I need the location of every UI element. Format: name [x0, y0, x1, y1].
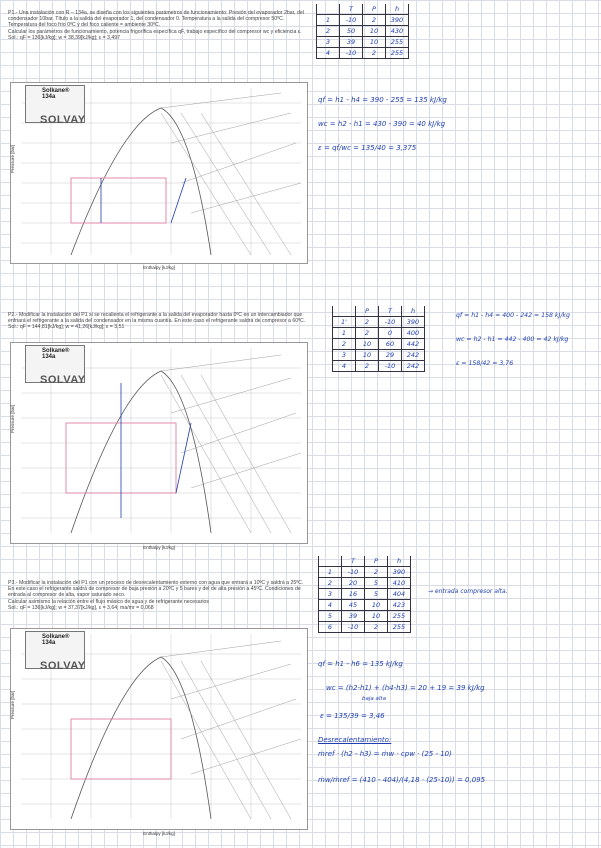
problem-3-statement [8, 580, 308, 611]
problem-3-question: Calcular asimismo la relación entre el flujo másico de agua y de refrigerante necesarios [8, 598, 209, 605]
table-row: 1 2 0 400 [333, 328, 425, 339]
table-row: 5 39 10 255 [319, 611, 411, 622]
problem-1-text: P1.- Una instalación con R – 134a, se diseña con los siguientes parámetros de funcionamiento: Presión del evaporador 2bar, del condensador 10bar. Título a la salida del evaporador 1, del condensador 0. Temperatura a la salida del compresor 50ºC. Temperatura del foco frío 0ºC y del foco caliente = ambiente 30ºC. [8, 10, 304, 29]
x-axis-label: Enthalpy [kJ/kg] [143, 545, 175, 550]
problem-2-table: P T h 1' 2 -10 390 1 2 0 400 2 10 60 442 3 10 29 242 4 2 -10 242 [332, 306, 425, 372]
brand-name: SOLVAY [40, 374, 86, 386]
problem-2-solution: Sol.: qF = 144,81[kJ/kg]; w = 41,26[kJ/kg]; ε = 3,51 [8, 324, 125, 331]
table-row: 3 39 10 255 [317, 37, 409, 48]
brand-name: SOLVAY [40, 114, 86, 126]
problem-3-table: T P h 1 -10 2 390 2 20 5 410 3 16 5 404 4 45 10 423 5 39 10 255 6 -10 2 255 [318, 556, 411, 633]
note: qf = h1 - h6 = 135 kJ/kg [318, 660, 403, 668]
note: ṁw/ṁref = (410 - 404)/(4,18 · (25-10)) = 0,095 [318, 776, 486, 784]
note: ε = qf/wc = 135/40 = 3,375 [318, 144, 417, 152]
note: wc = h2 - h1 = 430 - 390 = 40 kJ/kg [318, 120, 446, 128]
problem-1-solution: Sol.: qF = 136[kJ/kg]; w = 38,39[kJ/kg]; ε = 3,497 [8, 34, 121, 41]
table-row: 2 50 10 430 [317, 26, 409, 37]
table-row: 2 10 60 442 [333, 339, 425, 350]
x-axis-label: Enthalpy [kJ/kg] [143, 831, 175, 836]
note: ε = 135/39 = 3,46 [320, 712, 385, 720]
table-row: 4 45 10 423 [319, 600, 411, 611]
problem-1-table: T P h 1 -10 2 390 2 50 10 430 3 39 10 255 4 -10 2 255 [316, 4, 409, 59]
table-row: 2 20 5 410 [319, 578, 411, 589]
note: ṁref · (h2 - h3) = ṁw · cpw · (25 - 10) [318, 750, 452, 758]
y-axis-label: Pressure [bar] [10, 690, 15, 719]
row-3-annotation: → entrada compresor alta. [428, 588, 508, 595]
table-row: 3 10 29 242 [333, 350, 425, 361]
problem-3-solution: Sol.: qF = 136[kJ/kg]; w = 37,37[kJ/kg], ε = 3,64; ma/mr = 0,068 [8, 604, 154, 611]
table-row: 4 2 -10 242 [333, 361, 425, 372]
problem-2-text: P2.- Modificar la instalación del P1 si se recalienta el refrigerante a la salida del evaporador hasta 0ºC en un intercambiador que enfriará el refrigerante a la salida del condensador en la misma cuantía. En este caso el refrigerante saldrá de compresor a 60ºC. [8, 312, 306, 325]
note: baja alta [362, 696, 386, 702]
table-row: 1 -10 2 390 [317, 15, 409, 26]
note: ε = 158/42 = 3,76 [456, 360, 514, 367]
solvay-logo [25, 345, 86, 386]
note: Desrecalentamiento: [318, 736, 392, 744]
chart-title: Solkane® 134a [42, 88, 70, 100]
note: qf = h1 - h4 = 390 - 255 = 135 kJ/kg [318, 96, 447, 104]
table-row: 1' 2 -10 390 [333, 317, 425, 328]
problem-1-question: Calcular los parámetros de funcionamiento, potencia frigorífica específica qF, trabajo específico del compresor wc y eficiencia ε. [8, 28, 302, 35]
table-row: 1 -10 2 390 [319, 567, 411, 578]
y-axis-label: Pressure [bar] [10, 144, 15, 173]
chart-title: Solkane® 134a [42, 634, 70, 646]
table-row: 4 -10 2 255 [317, 48, 409, 59]
y-axis-label: Pressure [bar] [10, 404, 15, 433]
ph-diagram-3 [10, 628, 308, 836]
solvay-logo [25, 631, 86, 672]
note: wc = (h2-h1) + (h4-h3) = 20 + 19 = 39 kJ/kg [326, 684, 485, 692]
table-row: 3 16 5 404 [319, 589, 411, 600]
ph-diagram-1 [10, 82, 308, 270]
chart-title: Solkane® 134a [42, 348, 70, 360]
solvay-logo [25, 85, 86, 126]
note: qf = h1 - h4 = 400 - 242 = 158 kJ/kg [456, 312, 570, 319]
ph-diagram-2 [10, 342, 308, 550]
brand-name: SOLVAY [40, 660, 86, 672]
x-axis-label: Enthalpy [kJ/kg] [143, 265, 175, 270]
problem-1-statement [8, 10, 308, 41]
problem-3-text: P3.- Modificar la instalación del P1 con un proceso de desrecalentamiento externo con agua que entrará a 10ºC y saldrá a 25ºC. En este caso el refrigerante saldrá de compresor de baja presión a 20ºC y 5 bares y del de alta presión a 45ºC. Condiciones de entrada al compresor de alta, vapor saturado seco. [8, 580, 304, 599]
table-row: 6 -10 2 255 [319, 622, 411, 633]
note: wc = h2 - h1 = 442 - 400 = 42 kJ/kg [456, 336, 569, 343]
problem-2-statement [8, 312, 308, 331]
